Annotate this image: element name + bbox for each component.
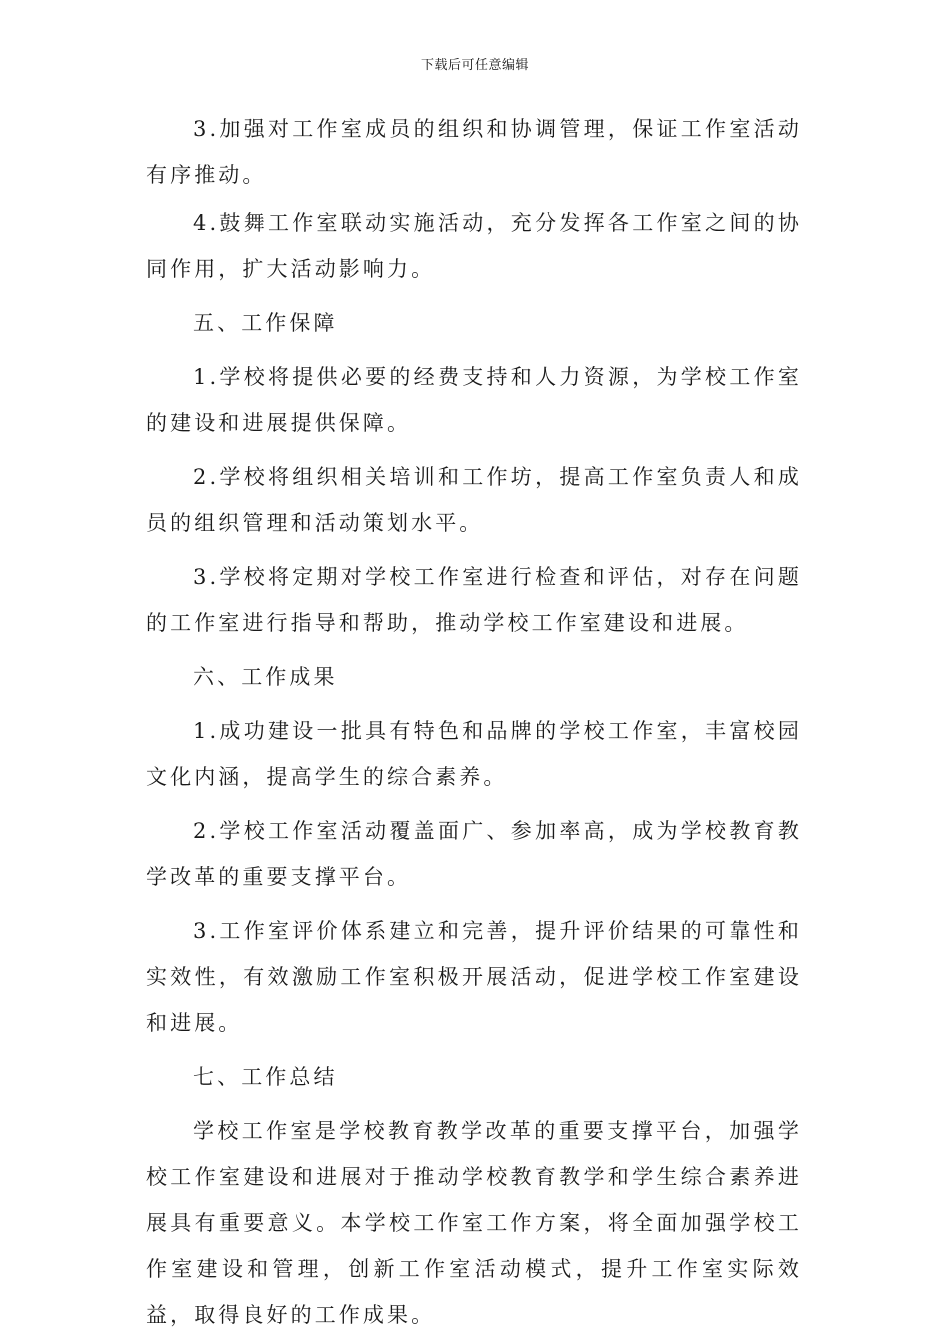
document-body <box>146 106 802 1338</box>
paragraph-item-1-funding: 1.学校将提供必要的经费支持和人力资源，为学校工作室的建设和进展提供保障。 <box>146 365 802 435</box>
section-heading-6: 六、工作成果 <box>193 665 338 689</box>
paragraph-item-2-training: 2.学校将组织相关培训和工作坊，提高工作室负责人和成员的组织管理和活动策划水平。 <box>146 465 802 535</box>
section-heading-7: 七、工作总结 <box>193 1065 338 1089</box>
paragraph-item-3-system: 3.工作室评价体系建立和完善，提升评价结果的可靠性和实效性，有效激励工作室积极开展活动，促进学校工作室建设和进展。 <box>146 919 802 1035</box>
paragraph-item-4-linkage: 4.鼓舞工作室联动实施活动，充分发挥各工作室之间的协同作用，扩大活动影响力。 <box>146 211 802 281</box>
section-heading-5: 五、工作保障 <box>193 311 338 335</box>
paragraph-item-2-coverage: 2.学校工作室活动覆盖面广、参加率高，成为学校教育教学改革的重要支撑平台。 <box>146 819 802 889</box>
paragraph-item-3-evaluation: 3.学校将定期对学校工作室进行检查和评估，对存在问题的工作室进行指导和帮助，推动学校工作室建设和进展。 <box>146 565 802 635</box>
paragraph-summary: 学校工作室是学校教育教学改革的重要支撑平台，加强学校工作室建设和进展对于推动学校教育教学和学生综合素养进展具有重要意义。本学校工作室工作方案，将全面加强学校工作室建设和管理，创新工作室活动模式，提升工作室实际效益，取得良好的工作成果。 <box>146 1119 802 1327</box>
page-header-note: 下载后可任意编辑 <box>420 58 529 73</box>
paragraph-item-3-coordination: 3.加强对工作室成员的组织和协调管理，保证工作室活动有序推动。 <box>146 117 802 187</box>
paragraph-item-1-brand: 1.成功建设一批具有特色和品牌的学校工作室，丰富校园文化内涵，提高学生的综合素养。 <box>146 719 802 789</box>
